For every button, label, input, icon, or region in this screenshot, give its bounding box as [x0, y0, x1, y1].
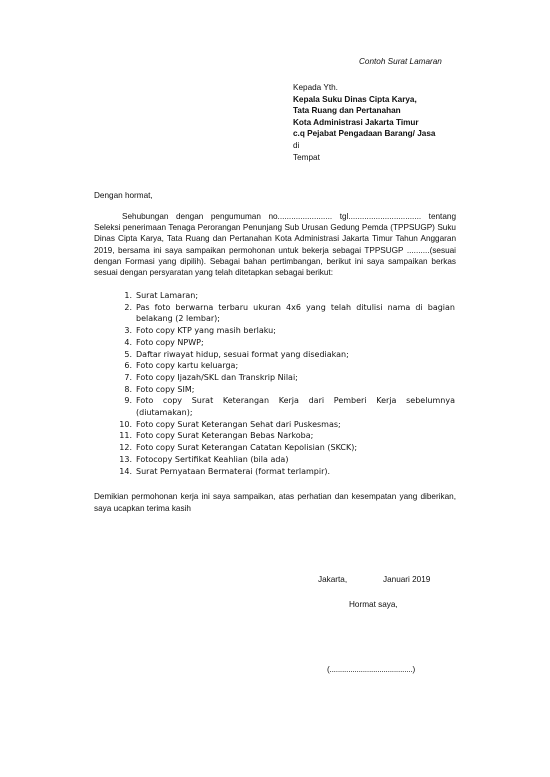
requirement-item: [110, 290, 455, 302]
requirement-text: Foto copy SIM;: [136, 384, 195, 394]
requirement-number: 13.: [119, 454, 132, 464]
requirement-number: 1.: [124, 291, 132, 300]
requirement-item: [110, 360, 455, 372]
recipient-line: Tempat: [293, 152, 320, 162]
requirement-number: 5.: [124, 349, 132, 359]
requirement-item: [110, 454, 455, 466]
requirement-text: Foto copy Surat Keterangan Catatan Kepolisian (SKCK);: [136, 443, 358, 453]
recipient-line: di: [293, 140, 300, 150]
closing-paragraph: Demikian permohonan kerja ini saya sampaikan, atas perhatian dan kesempatan yang diberikan, saya ucapkan terima kasih: [94, 492, 456, 513]
requirement-number: 12.: [119, 443, 132, 453]
signature-place: Jakarta,: [318, 575, 348, 584]
requirement-text: Surat Lamaran;: [136, 291, 199, 300]
requirement-item: [110, 349, 455, 361]
requirement-text: Foto copy Surat Keterangan Bebas Narkoba;: [136, 431, 314, 441]
requirement-number: 14.: [119, 466, 132, 476]
signature-name-placeholder: (........................................): [327, 665, 416, 674]
requirement-number: 10.: [119, 419, 132, 429]
requirement-number: 2.: [124, 302, 132, 312]
requirement-item: [110, 325, 455, 337]
requirement-item: [110, 442, 455, 454]
requirement-item: [110, 395, 455, 418]
recipient-line: c.q Pejabat Pengadaan Barang/ Jasa: [293, 129, 436, 139]
signature-date: Januari 2019: [383, 575, 431, 584]
requirement-text: Foto copy Surat Keterangan Sehat dari Puskesmas;: [136, 419, 341, 429]
recipient-line: Tata Ruang dan Pertanahan: [293, 106, 401, 116]
requirement-text: Fotocopy Sertifikat Keahlian (bila ada): [136, 454, 289, 464]
requirement-text: Daftar riwayat hidup, sesuai format yang disediakan;: [136, 349, 349, 359]
requirement-item: [110, 384, 455, 396]
requirement-item: [110, 419, 455, 431]
requirement-number: 9.: [124, 396, 132, 406]
requirement-text: Surat Pernyataan Bermaterai (format terlampir).: [136, 466, 331, 476]
recipient-address: [293, 82, 523, 163]
requirement-item: [110, 302, 455, 325]
recipient-line: Kepada Yth.: [293, 83, 338, 92]
requirement-number: 7.: [124, 372, 132, 382]
recipient-line: Kota Administrasi Jakarta Timur: [293, 117, 419, 127]
greeting: Dengan hormat,: [94, 191, 153, 200]
body-paragraph-text: Sehubungan dengan pengumuman no........................ tgl................................ tentang Seleksi penerimaan Tenaga Perorangan Penunjang Sub Urusan Gedung Pemda (TPPSUGP) Suku Dinas Cipta Karya, Tata Ruang dan Pertanahan Kota Administrasi Jakarta Timur Tahun Anggaran 2019, bersama ini saya sampaikan permohonan untuk bekerja sebagai TPPSUGP ..........(sesuai dengan Formasi yang dipilih). Sebagai bahan pertimbangan, berikut ini saya sampaikan berkas sesuai dengan persyaratan yang telah ditetapkan sebagai berikut:: [94, 212, 456, 278]
requirement-number: 8.: [124, 384, 132, 394]
document-label: Contoh Surat Lamaran: [359, 57, 442, 66]
requirement-number: 4.: [124, 337, 132, 347]
requirement-text: Foto copy NPWP;: [136, 337, 204, 347]
requirement-item: [110, 337, 455, 349]
requirement-item: [110, 466, 455, 478]
requirement-item: [110, 430, 455, 442]
requirements-list: [110, 290, 455, 477]
requirement-text: Foto copy kartu keluarga;: [136, 361, 239, 371]
requirement-text: Pas foto berwarna terbaru ukuran 4x6 yang telah ditulisi nama di bagian belakang (2 lembar);: [136, 302, 455, 324]
recipient-line: Kepala Suku Dinas Cipta Karya,: [293, 94, 417, 104]
body-paragraph: [94, 211, 456, 278]
signature-regards: Hormat saya,: [349, 600, 398, 609]
requirement-number: 3.: [124, 326, 132, 336]
requirement-item: [110, 372, 455, 384]
requirement-text: Foto copy Ijazah/SKL dan Transkrip Nilai;: [136, 372, 298, 382]
requirement-number: 11.: [119, 431, 132, 441]
requirement-number: 6.: [124, 361, 132, 371]
requirement-text: Foto copy Surat Keterangan Kerja dari Pemberi Kerja sebelumnya (diutamakan);: [136, 396, 455, 418]
requirement-text: Foto copy KTP yang masih berlaku;: [136, 326, 276, 336]
